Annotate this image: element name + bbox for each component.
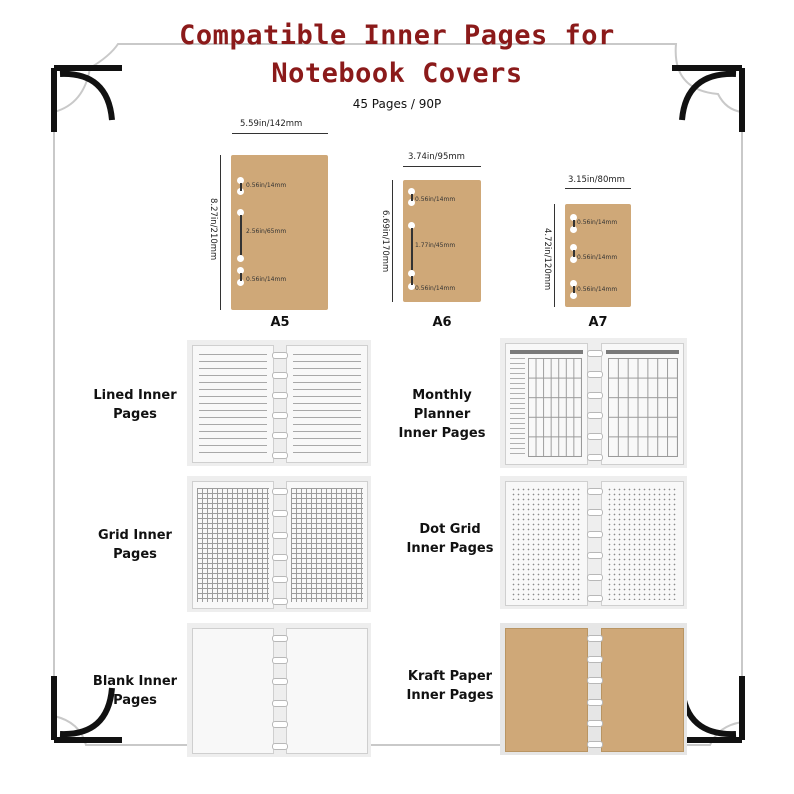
a5-spacing-bottom: 0.56in/14mm — [246, 276, 287, 283]
binder-ring — [587, 412, 603, 419]
a7-size-label: A7 — [588, 315, 608, 330]
right-page — [601, 343, 684, 465]
left-page — [192, 345, 274, 463]
binder-ring — [272, 678, 288, 685]
binder-ring — [272, 635, 288, 642]
left-page — [192, 628, 274, 754]
left-page — [505, 628, 588, 752]
binder-ring — [587, 741, 603, 748]
binder-ring — [587, 350, 603, 357]
dotgrid-pages-label: Dot Grid Inner Pages — [406, 522, 494, 556]
a5-spacing-middle: 2.56in/65mm — [246, 228, 287, 235]
left-page — [505, 343, 588, 465]
dotgrid-pages-spread — [500, 476, 687, 609]
planner-pages-spread — [500, 338, 687, 468]
binder-ring — [587, 433, 603, 440]
a7-spacing-bottom: 0.56in/14mm — [577, 286, 618, 293]
a5-spacing-top: 0.56in/14mm — [246, 182, 287, 189]
page-title-line1: Compatible Inner Pages for — [179, 20, 615, 51]
right-page — [286, 481, 368, 609]
lined-pages-label: Lined Inner Pages — [93, 388, 177, 422]
right-page — [601, 628, 684, 752]
a5-kraft-page — [231, 155, 328, 310]
right-page — [286, 345, 368, 463]
right-page — [286, 628, 368, 754]
binder-ring — [587, 595, 603, 602]
planner-pages-label: Monthly Planner Inner Pages — [398, 388, 486, 441]
blank-pages-spread — [187, 623, 371, 757]
a6-kraft-page — [403, 180, 481, 302]
a6-spacing-bottom: 0.56in/14mm — [415, 285, 456, 292]
binder-ring — [587, 454, 603, 461]
binder-ring — [587, 677, 603, 684]
binder-ring — [272, 576, 288, 583]
binder-ring — [272, 721, 288, 728]
binder-ring — [272, 392, 288, 399]
binder-ring — [587, 371, 603, 378]
a7-kraft-page — [565, 204, 631, 307]
left-page — [505, 481, 588, 606]
page-title-line2: Notebook Covers — [271, 58, 523, 89]
binder-ring — [272, 532, 288, 539]
binder-ring — [272, 700, 288, 707]
grid-pages-spread — [187, 476, 371, 612]
page-subtitle: 45 Pages / 90P — [352, 97, 442, 111]
binder-ring — [587, 720, 603, 727]
right-page — [601, 481, 684, 606]
a6-size-label: A6 — [432, 315, 452, 330]
binder-ring — [272, 488, 288, 495]
binder-ring — [272, 412, 288, 419]
binder-ring — [587, 635, 603, 642]
kraft-pages-spread — [500, 623, 687, 755]
binder-ring — [587, 699, 603, 706]
blank-pages-label: Blank Inner Pages — [92, 674, 178, 708]
binder-ring — [272, 432, 288, 439]
binder-ring — [587, 509, 603, 516]
binder-ring — [587, 392, 603, 399]
a5-height-label: 8.27in/210mm — [208, 198, 218, 261]
binder-ring — [272, 372, 288, 379]
a7-height-label: 4.72in/120mm — [542, 228, 552, 291]
kraft-pages-label: Kraft Paper Inner Pages — [406, 669, 494, 703]
binder-ring — [587, 656, 603, 663]
lined-pages-spread — [187, 340, 371, 466]
binder-ring — [272, 554, 288, 561]
a7-width-label: 3.15in/80mm — [568, 175, 625, 185]
grid-pages-label: Grid Inner Pages — [98, 528, 172, 562]
a6-height-label: 6.69in/170mm — [380, 210, 390, 273]
a7-spacing-top: 0.56in/14mm — [577, 219, 618, 226]
binder-ring — [272, 510, 288, 517]
a5-width-label: 5.59in/142mm — [240, 119, 303, 129]
binder-ring — [587, 574, 603, 581]
binder-ring — [272, 657, 288, 664]
a6-width-label: 3.74in/95mm — [408, 152, 465, 162]
binder-ring — [587, 488, 603, 495]
left-page — [192, 481, 274, 609]
binder-ring — [587, 552, 603, 559]
binder-ring — [272, 352, 288, 359]
a6-spacing-top: 0.56in/14mm — [415, 196, 456, 203]
a6-spacing-middle: 1.77in/45mm — [415, 242, 456, 249]
a7-spacing-middle: 0.56in/14mm — [577, 254, 618, 261]
a5-size-label: A5 — [270, 315, 290, 330]
binder-ring — [272, 743, 288, 750]
binder-ring — [272, 452, 288, 459]
binder-ring — [587, 531, 603, 538]
binder-ring — [272, 598, 288, 605]
